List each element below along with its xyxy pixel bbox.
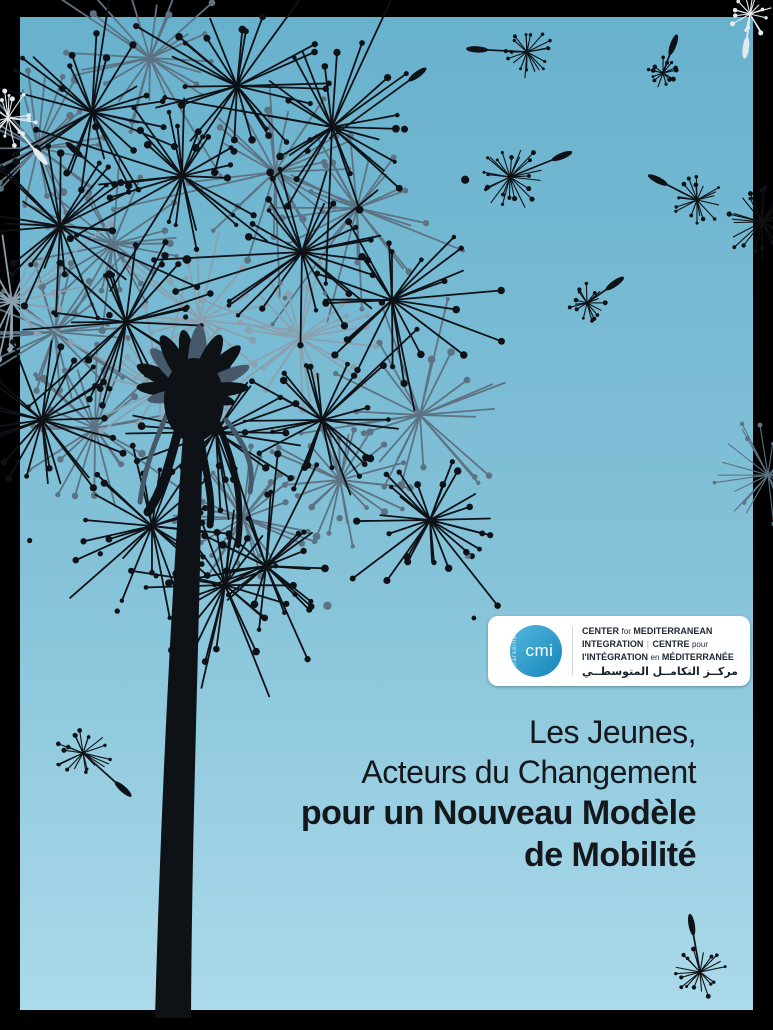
report-title	[301, 712, 696, 876]
logo-word: en	[650, 652, 660, 662]
report-title-line-1: Les Jeunes,	[528, 714, 696, 750]
logo-line-2	[582, 638, 738, 651]
cmi-logo-vertical-text: marseille	[512, 634, 518, 668]
logo-line-arabic: مركــز التكامــل المتوسطــي	[582, 664, 738, 678]
report-title-line-2: Acteurs du Changement	[361, 754, 696, 790]
logo-word: l'INTÉGRATION	[582, 651, 648, 662]
logo-word: pour	[691, 639, 708, 649]
cmi-logo-acronym: cmi	[525, 641, 554, 660]
logo-word: INTEGRATION	[582, 638, 644, 649]
logo-word: MÉDITERRANÉE	[661, 651, 734, 662]
logo-line-1	[582, 625, 738, 638]
logo-word: MEDITERRANEAN	[633, 625, 713, 636]
logo-word: CENTER	[582, 625, 620, 636]
report-title-line-4: de Mobilité	[523, 836, 696, 874]
logo-word: for	[621, 626, 631, 636]
logo-word: CENTRE	[652, 638, 690, 649]
cmi-logo	[488, 616, 750, 686]
cmi-logo-circle	[510, 625, 562, 677]
logo-divider	[572, 627, 573, 675]
cmi-logo-text	[582, 625, 738, 678]
logo-line-3	[582, 651, 738, 664]
report-title-line-3: pour un Nouveau Modèle	[300, 794, 696, 832]
logo-separator: |	[646, 639, 649, 649]
